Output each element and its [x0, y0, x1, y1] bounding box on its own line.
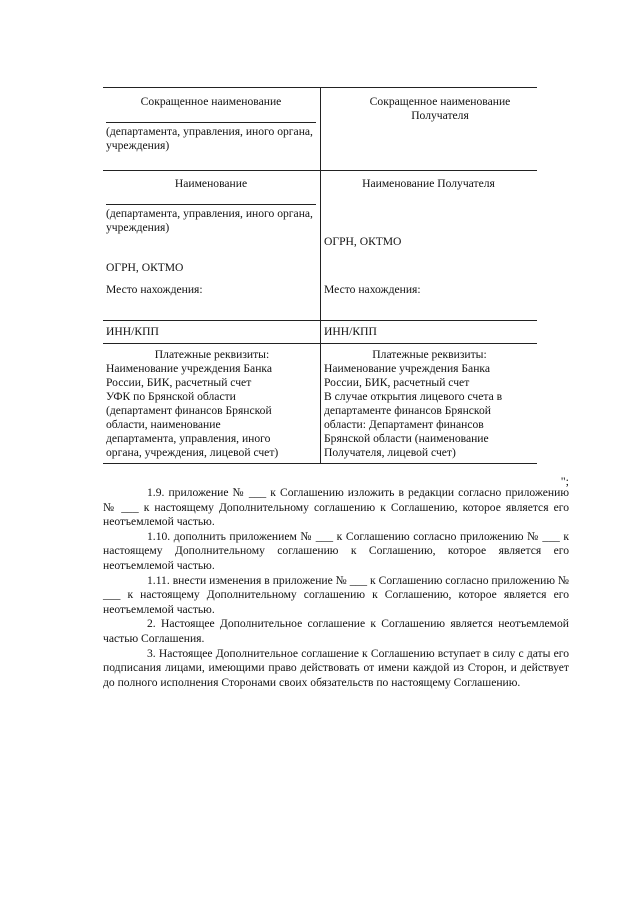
left-payment-line: УФК по Брянской области — [106, 390, 236, 403]
left-short-name-note: (департамента, управления, иного органа, учреждения) — [106, 125, 313, 152]
table-row-inn — [103, 320, 537, 343]
requisites-table — [103, 87, 537, 464]
right-payment-line: Получателя, лицевой счет) — [324, 446, 456, 459]
left-payment-line: департамента, управления, иного — [106, 432, 271, 445]
left-ogrn-label: ОГРН, ОКТМО — [106, 261, 184, 274]
right-payment-title: Платежные реквизиты: — [372, 348, 487, 361]
right-name-title: Наименование Получателя — [362, 177, 495, 190]
right-ogrn-label: ОГРН, ОКТМО — [324, 235, 402, 248]
closing-quote: "; — [560, 474, 569, 488]
left-short-name-title: Сокращенное наименование — [106, 95, 316, 123]
right-location-label: Место нахождения: — [324, 283, 421, 296]
cell-left-payment — [103, 344, 321, 463]
paragraph-3: 3. Настоящее Дополнительное соглашение к Соглашению вступает в силу с даты его подписания лицами, имеющими право действовать от имени каждой из Сторон, и действует до полного исполнения Сторонами своих обязательств по настоящему Соглашению. — [103, 646, 569, 689]
paragraph-1-10: 1.10. дополнить приложением № ___ к Соглашению согласно приложению № ___ к настоящему Дополнительному соглашению к Соглашению, которое является его неотъемлемой частью. — [103, 529, 569, 572]
left-payment-line: России, БИК, расчетный счет — [106, 376, 252, 389]
cell-right-short-name — [321, 88, 537, 170]
right-payment-line: Наименование учреждения Банка — [324, 362, 491, 375]
table-row-short-name — [103, 88, 537, 170]
left-inn-label: ИНН/КПП — [106, 325, 159, 338]
cell-right-inn — [321, 321, 537, 343]
table-row-payment — [103, 343, 537, 463]
table-row-name — [103, 170, 537, 320]
cell-left-short-name — [103, 88, 321, 170]
left-payment-line: Наименование учреждения Банка — [106, 362, 273, 375]
left-payment-line: органа, учреждения, лицевой счет) — [106, 446, 279, 459]
right-short-name-title: Сокращенное наименование Получателя — [369, 95, 511, 122]
right-payment-line: В случае открытия лицевого счета в — [324, 390, 503, 403]
right-payment-line: Брянской области (наименование — [324, 432, 489, 445]
paragraph-1-11: 1.11. внести изменения в приложение № ___ к Соглашению согласно приложению № ___ к настоящему Дополнительному соглашению к Соглашению, которое является его неотъемлемой частью. — [103, 573, 569, 616]
left-name-note: (департамента, управления, иного органа, учреждения) — [106, 207, 313, 234]
left-payment-title: Платежные реквизиты: — [154, 348, 270, 361]
cell-left-name — [103, 171, 321, 320]
agreement-body — [103, 486, 569, 690]
right-payment-line: департаменте финансов Брянской — [324, 404, 491, 417]
left-payment-line: области, наименование — [106, 418, 221, 431]
left-location-label: Место нахождения: — [106, 283, 203, 296]
paragraph-1-9: 1.9. приложение № ___ к Соглашению изложить в редакции согласно приложению № ___ к настоящему Дополнительному соглашению к Соглашению, которое является его неотъемлемой частью. — [103, 486, 569, 529]
right-payment-line: области: Департамент финансов — [324, 418, 484, 431]
cell-right-name — [321, 171, 537, 320]
cell-right-payment — [321, 344, 537, 463]
cell-left-inn — [103, 321, 321, 343]
right-payment-line: России, БИК, расчетный счет — [324, 376, 470, 389]
paragraph-2: 2. Настоящее Дополнительное соглашение к Соглашению является неотъемлемой частью Соглашения. — [103, 617, 569, 645]
left-payment-line: (департамент финансов Брянской — [106, 404, 272, 417]
left-name-title: Наименование — [106, 177, 316, 205]
right-inn-label: ИНН/КПП — [324, 325, 377, 338]
